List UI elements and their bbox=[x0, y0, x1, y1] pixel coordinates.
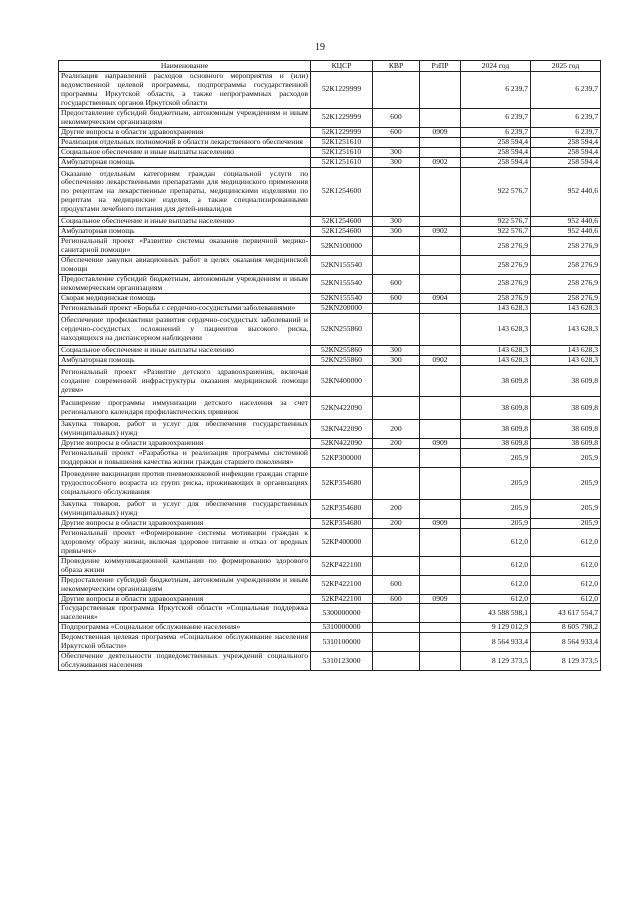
row-name-cell: Предоставление субсидий бюджетным, автономным учреждениям и иным некоммерческим организациям bbox=[59, 575, 311, 594]
row-rzpr-cell bbox=[420, 556, 461, 575]
row-2024-cell: 6 239,7 bbox=[461, 127, 531, 137]
table-row bbox=[59, 355, 601, 365]
row-2025-cell: 612,0 bbox=[531, 575, 601, 594]
table-row bbox=[59, 313, 601, 345]
row-2024-cell: 43 588 598,1 bbox=[461, 604, 531, 623]
row-2025-cell: 38 609,8 bbox=[531, 420, 601, 439]
row-kcsr-cell: 52КN422090 bbox=[311, 420, 373, 439]
row-kcsr-cell: 52КР422100 bbox=[311, 556, 373, 575]
row-2025-cell: 143 628,3 bbox=[531, 303, 601, 313]
table-row bbox=[59, 293, 601, 303]
row-kcsr-cell: 52КN100000 bbox=[311, 237, 373, 256]
row-2025-cell: 952 440,6 bbox=[531, 167, 601, 217]
header-year-2025: 2025 год bbox=[531, 61, 601, 72]
row-kvr-cell bbox=[373, 468, 420, 500]
row-kcsr-cell: 5310100000 bbox=[311, 633, 373, 652]
table-row bbox=[59, 623, 601, 633]
row-kvr-cell bbox=[373, 313, 420, 345]
row-kcsr-cell: 52КN155540 bbox=[311, 256, 373, 275]
table-row bbox=[59, 345, 601, 355]
row-name-cell: Социальное обеспечение и иные выплаты населению bbox=[59, 217, 311, 227]
table-row bbox=[59, 449, 601, 468]
row-2024-cell: 922 576,7 bbox=[461, 167, 531, 217]
row-2024-cell: 205,9 bbox=[461, 449, 531, 468]
row-rzpr-cell: 0902 bbox=[420, 355, 461, 365]
table-row bbox=[59, 499, 601, 518]
table-row bbox=[59, 594, 601, 604]
row-2025-cell: 612,0 bbox=[531, 556, 601, 575]
row-kcsr-cell: 5300000000 bbox=[311, 604, 373, 623]
row-2024-cell: 143 628,3 bbox=[461, 355, 531, 365]
row-rzpr-cell bbox=[420, 275, 461, 294]
row-kcsr-cell: 52КN255860 bbox=[311, 313, 373, 345]
row-kcsr-cell: 52КN400000 bbox=[311, 365, 373, 397]
row-rzpr-cell: 0909 bbox=[420, 594, 461, 604]
row-2025-cell: 205,9 bbox=[531, 518, 601, 528]
row-kvr-cell bbox=[373, 72, 420, 109]
row-2024-cell: 38 609,8 bbox=[461, 420, 531, 439]
row-kcsr-cell: 52КР422100 bbox=[311, 594, 373, 604]
row-rzpr-cell bbox=[420, 313, 461, 345]
row-kcsr-cell: 52КР354680 bbox=[311, 468, 373, 500]
row-kvr-cell: 200 bbox=[373, 439, 420, 449]
row-2025-cell: 38 609,8 bbox=[531, 365, 601, 397]
row-kvr-cell: 600 bbox=[373, 594, 420, 604]
row-2024-cell: 6 239,7 bbox=[461, 72, 531, 109]
row-kcsr-cell: 5310123000 bbox=[311, 652, 373, 671]
row-kcsr-cell: 52КN200000 bbox=[311, 303, 373, 313]
row-2024-cell: 922 576,7 bbox=[461, 227, 531, 237]
row-2024-cell: 8 129 373,5 bbox=[461, 652, 531, 671]
row-name-cell: Обеспечение закупки авиационных работ в целях оказания медицинской помощи bbox=[59, 256, 311, 275]
row-rzpr-cell: 0904 bbox=[420, 293, 461, 303]
row-name-cell: Реализация направлений расходов основного мероприятия и (или) ведомственной целевой программы, подпрограммы государственной программы Иркутской области, а также непрограммных расходов государственных органов Иркутской области bbox=[59, 72, 311, 109]
row-rzpr-cell bbox=[420, 365, 461, 397]
row-kvr-cell bbox=[373, 256, 420, 275]
row-rzpr-cell bbox=[420, 397, 461, 420]
row-2025-cell: 612,0 bbox=[531, 594, 601, 604]
row-kcsr-cell: 52К1229999 bbox=[311, 127, 373, 137]
row-kcsr-cell: 52КN255860 bbox=[311, 355, 373, 365]
row-kvr-cell bbox=[373, 604, 420, 623]
row-rzpr-cell bbox=[420, 217, 461, 227]
row-kvr-cell bbox=[373, 528, 420, 556]
row-kvr-cell: 300 bbox=[373, 355, 420, 365]
row-rzpr-cell bbox=[420, 499, 461, 518]
row-name-cell: Региональный проект «Борьба с сердечно-сосудистыми заболеваниями» bbox=[59, 303, 311, 313]
row-kvr-cell: 600 bbox=[373, 293, 420, 303]
row-rzpr-cell bbox=[420, 575, 461, 594]
row-kcsr-cell: 52К1251610 bbox=[311, 137, 373, 147]
row-name-cell: Другие вопросы в области здравоохранения bbox=[59, 594, 311, 604]
table-row bbox=[59, 420, 601, 439]
row-name-cell: Региональный проект «Разработка и реализация программы системной поддержки и повышения качества жизни граждан старшего поколения» bbox=[59, 449, 311, 468]
row-kvr-cell: 300 bbox=[373, 157, 420, 167]
row-kvr-cell: 600 bbox=[373, 275, 420, 294]
row-2025-cell: 8 605 798,2 bbox=[531, 623, 601, 633]
row-kvr-cell: 200 bbox=[373, 499, 420, 518]
row-name-cell: Другие вопросы в области здравоохранения bbox=[59, 127, 311, 137]
row-rzpr-cell bbox=[420, 420, 461, 439]
budget-table bbox=[58, 60, 601, 671]
row-rzpr-cell bbox=[420, 652, 461, 671]
row-name-cell: Амбулаторная помощь bbox=[59, 355, 311, 365]
row-2024-cell: 38 609,8 bbox=[461, 365, 531, 397]
table-row bbox=[59, 604, 601, 623]
table-body bbox=[59, 72, 601, 671]
header-kvr: КВР bbox=[373, 61, 420, 72]
row-2024-cell: 205,9 bbox=[461, 518, 531, 528]
table-row bbox=[59, 575, 601, 594]
row-rzpr-cell bbox=[420, 237, 461, 256]
row-2024-cell: 612,0 bbox=[461, 575, 531, 594]
row-kvr-cell bbox=[373, 556, 420, 575]
row-2025-cell: 38 609,8 bbox=[531, 397, 601, 420]
row-kcsr-cell: 52КN422090 bbox=[311, 397, 373, 420]
row-kcsr-cell: 52К1251610 bbox=[311, 157, 373, 167]
row-2025-cell: 43 617 554,7 bbox=[531, 604, 601, 623]
row-name-cell: Оказание отдельным категориям граждан социальной услуги по обеспечению лекарственными препаратами для медицинского применения по рецептам на лекарственные препараты, медицинскими изделиями по рецептам на медицинские изделия, а также специализированными продуктами лечебного питания для детей-инвалидов bbox=[59, 167, 311, 217]
table-row bbox=[59, 556, 601, 575]
row-kcsr-cell: 52КР354680 bbox=[311, 518, 373, 528]
table-row bbox=[59, 256, 601, 275]
row-kcsr-cell: 52КN422090 bbox=[311, 439, 373, 449]
row-kvr-cell bbox=[373, 449, 420, 468]
row-rzpr-cell bbox=[420, 167, 461, 217]
table-row bbox=[59, 108, 601, 127]
table-row bbox=[59, 439, 601, 449]
row-kcsr-cell: 52КN155540 bbox=[311, 293, 373, 303]
row-name-cell: Закупка товаров, работ и услуг для обеспечения государственных (муниципальных) нужд bbox=[59, 420, 311, 439]
row-kcsr-cell: 52КN155540 bbox=[311, 275, 373, 294]
table-row bbox=[59, 397, 601, 420]
row-kcsr-cell: 52КN255860 bbox=[311, 345, 373, 355]
table-row bbox=[59, 72, 601, 109]
row-name-cell: Обеспечение профилактики развития сердечно-сосудистых заболеваний и сердечно-сосудистых осложнений у пациентов высокого риска, находящихся на диспансерном наблюдении bbox=[59, 313, 311, 345]
row-2024-cell: 922 576,7 bbox=[461, 217, 531, 227]
row-kcsr-cell: 52К1254600 bbox=[311, 227, 373, 237]
row-rzpr-cell bbox=[420, 303, 461, 313]
row-kvr-cell: 300 bbox=[373, 345, 420, 355]
row-rzpr-cell: 0909 bbox=[420, 127, 461, 137]
row-kvr-cell bbox=[373, 365, 420, 397]
page-number: 19 bbox=[315, 42, 325, 53]
row-kvr-cell bbox=[373, 623, 420, 633]
row-2024-cell: 9 129 012,9 bbox=[461, 623, 531, 633]
row-kvr-cell: 600 bbox=[373, 108, 420, 127]
table-row bbox=[59, 528, 601, 556]
row-2024-cell: 205,9 bbox=[461, 468, 531, 500]
row-rzpr-cell bbox=[420, 345, 461, 355]
row-kvr-cell bbox=[373, 303, 420, 313]
row-2025-cell: 205,9 bbox=[531, 449, 601, 468]
row-rzpr-cell bbox=[420, 623, 461, 633]
row-rzpr-cell bbox=[420, 468, 461, 500]
header-year-2024: 2024 год bbox=[461, 61, 531, 72]
row-name-cell: Реализация отдельных полномочий в области лекарственного обеспечения bbox=[59, 137, 311, 147]
row-rzpr-cell bbox=[420, 604, 461, 623]
table-row bbox=[59, 157, 601, 167]
row-rzpr-cell bbox=[420, 633, 461, 652]
table-row bbox=[59, 167, 601, 217]
row-2025-cell: 6 239,7 bbox=[531, 127, 601, 137]
row-name-cell: Подпрограмма «Социальное обслуживание населения» bbox=[59, 623, 311, 633]
row-rzpr-cell: 0909 bbox=[420, 439, 461, 449]
header-kcsr: КЦСР bbox=[311, 61, 373, 72]
table-row bbox=[59, 518, 601, 528]
table-row bbox=[59, 468, 601, 500]
row-2024-cell: 258 594,4 bbox=[461, 137, 531, 147]
row-kvr-cell: 200 bbox=[373, 518, 420, 528]
row-2025-cell: 952 440,6 bbox=[531, 217, 601, 227]
row-name-cell: Скорая медицинская помощь bbox=[59, 293, 311, 303]
row-2024-cell: 612,0 bbox=[461, 594, 531, 604]
row-name-cell: Амбулаторная помощь bbox=[59, 157, 311, 167]
row-kcsr-cell: 52К1254600 bbox=[311, 167, 373, 217]
row-2024-cell: 205,9 bbox=[461, 499, 531, 518]
row-2024-cell: 258 276,9 bbox=[461, 237, 531, 256]
row-name-cell: Проведение вакцинации против пневмококковой инфекции граждан старше трудоспособного возраста из групп риска, проживающих в организациях социального обслуживания bbox=[59, 468, 311, 500]
row-kvr-cell: 300 bbox=[373, 227, 420, 237]
row-name-cell: Амбулаторная помощь bbox=[59, 227, 311, 237]
row-name-cell: Проведение коммуникационной кампании по формированию здорового образа жизни bbox=[59, 556, 311, 575]
row-2024-cell: 143 628,3 bbox=[461, 313, 531, 345]
row-rzpr-cell bbox=[420, 147, 461, 157]
row-kvr-cell: 600 bbox=[373, 127, 420, 137]
row-2024-cell: 258 594,4 bbox=[461, 157, 531, 167]
table-row bbox=[59, 365, 601, 397]
row-2025-cell: 205,9 bbox=[531, 499, 601, 518]
table-row bbox=[59, 147, 601, 157]
row-2025-cell: 143 628,3 bbox=[531, 355, 601, 365]
row-2025-cell: 8 564 933,4 bbox=[531, 633, 601, 652]
table-header-row bbox=[59, 61, 601, 72]
row-rzpr-cell bbox=[420, 108, 461, 127]
table-row bbox=[59, 227, 601, 237]
row-kvr-cell: 600 bbox=[373, 575, 420, 594]
table-row bbox=[59, 303, 601, 313]
row-name-cell: Социальное обеспечение и иные выплаты населению bbox=[59, 345, 311, 355]
table-row bbox=[59, 652, 601, 671]
row-name-cell: Обеспечение деятельности подведомственных учреждений социального обслуживания населения bbox=[59, 652, 311, 671]
row-2025-cell: 258 594,4 bbox=[531, 147, 601, 157]
table-row bbox=[59, 217, 601, 227]
row-name-cell: Региональный проект «Формирование системы мотивации граждан к здоровому образу жизни, включая здоровое питание и отказ от вредных привычек» bbox=[59, 528, 311, 556]
row-kcsr-cell: 52К1229999 bbox=[311, 108, 373, 127]
row-rzpr-cell: 0909 bbox=[420, 518, 461, 528]
row-2024-cell: 8 564 933,4 bbox=[461, 633, 531, 652]
row-kvr-cell bbox=[373, 633, 420, 652]
row-name-cell: Ведомственная целевая программа «Социальное обслуживание населения Иркутской области» bbox=[59, 633, 311, 652]
row-kvr-cell: 300 bbox=[373, 217, 420, 227]
row-2024-cell: 143 628,3 bbox=[461, 303, 531, 313]
row-2025-cell: 6 239,7 bbox=[531, 108, 601, 127]
row-name-cell: Другие вопросы в области здравоохранения bbox=[59, 518, 311, 528]
row-kvr-cell bbox=[373, 137, 420, 147]
row-2025-cell: 952 440,6 bbox=[531, 227, 601, 237]
row-kvr-cell bbox=[373, 397, 420, 420]
row-name-cell: Социальное обеспечение и иные выплаты населению bbox=[59, 147, 311, 157]
row-kcsr-cell: 52КР400000 bbox=[311, 528, 373, 556]
row-kvr-cell: 200 bbox=[373, 420, 420, 439]
table-row bbox=[59, 127, 601, 137]
row-2025-cell: 143 628,3 bbox=[531, 313, 601, 345]
table-row bbox=[59, 137, 601, 147]
row-name-cell: Региональный проект «Развитие системы оказания первичной медико-санитарной помощи» bbox=[59, 237, 311, 256]
row-2024-cell: 258 276,9 bbox=[461, 256, 531, 275]
row-2025-cell: 258 276,9 bbox=[531, 237, 601, 256]
row-kcsr-cell: 52КР300000 bbox=[311, 449, 373, 468]
row-name-cell: Другие вопросы в области здравоохранения bbox=[59, 439, 311, 449]
row-rzpr-cell bbox=[420, 137, 461, 147]
row-2025-cell: 258 594,4 bbox=[531, 157, 601, 167]
row-2025-cell: 258 276,9 bbox=[531, 256, 601, 275]
row-rzpr-cell bbox=[420, 449, 461, 468]
row-2024-cell: 6 239,7 bbox=[461, 108, 531, 127]
row-kcsr-cell: 52К1229999 bbox=[311, 72, 373, 109]
row-kcsr-cell: 52К1254600 bbox=[311, 217, 373, 227]
row-2025-cell: 6 239,7 bbox=[531, 72, 601, 109]
header-rzpr: РзПР bbox=[420, 61, 461, 72]
row-name-cell: Предоставление субсидий бюджетным, автономным учреждениям и иным некоммерческим организациям bbox=[59, 275, 311, 294]
row-2025-cell: 8 129 373,5 bbox=[531, 652, 601, 671]
row-kvr-cell bbox=[373, 237, 420, 256]
row-name-cell: Государственная программа Иркутской области «Социальная поддержка населения» bbox=[59, 604, 311, 623]
row-2025-cell: 143 628,3 bbox=[531, 345, 601, 355]
row-name-cell: Закупка товаров, работ и услуг для обеспечения государственных (муниципальных) нужд bbox=[59, 499, 311, 518]
row-kcsr-cell: 52КР422100 bbox=[311, 575, 373, 594]
row-kvr-cell bbox=[373, 167, 420, 217]
row-2025-cell: 258 594,4 bbox=[531, 137, 601, 147]
table-row bbox=[59, 237, 601, 256]
row-kcsr-cell: 52КР354680 bbox=[311, 499, 373, 518]
row-2025-cell: 258 276,9 bbox=[531, 275, 601, 294]
row-rzpr-cell bbox=[420, 72, 461, 109]
table-row bbox=[59, 275, 601, 294]
row-2024-cell: 612,0 bbox=[461, 556, 531, 575]
row-2024-cell: 258 276,9 bbox=[461, 275, 531, 294]
row-rzpr-cell: 0902 bbox=[420, 157, 461, 167]
row-2025-cell: 205,9 bbox=[531, 468, 601, 500]
row-2024-cell: 258 276,9 bbox=[461, 293, 531, 303]
row-2024-cell: 612,0 bbox=[461, 528, 531, 556]
header-name: Наименование bbox=[59, 61, 311, 72]
row-2024-cell: 143 628,3 bbox=[461, 345, 531, 355]
row-name-cell: Расширение программы иммунизации детского населения за счет регионального календаря профилактических прививок bbox=[59, 397, 311, 420]
row-rzpr-cell bbox=[420, 256, 461, 275]
row-2025-cell: 612,0 bbox=[531, 528, 601, 556]
row-rzpr-cell bbox=[420, 528, 461, 556]
row-2024-cell: 258 594,4 bbox=[461, 147, 531, 157]
row-kcsr-cell: 52К1251610 bbox=[311, 147, 373, 157]
row-kvr-cell bbox=[373, 652, 420, 671]
row-2025-cell: 38 609,8 bbox=[531, 439, 601, 449]
row-name-cell: Предоставление субсидий бюджетным, автономным учреждениям и иным некоммерческим организациям bbox=[59, 108, 311, 127]
row-kvr-cell: 300 bbox=[373, 147, 420, 157]
row-rzpr-cell: 0902 bbox=[420, 227, 461, 237]
row-2024-cell: 38 609,8 bbox=[461, 397, 531, 420]
row-name-cell: Региональный проект «Развитие детского здравоохранения, включая создание современной инфраструктуры оказания медицинской помощи детям» bbox=[59, 365, 311, 397]
row-2024-cell: 38 609,8 bbox=[461, 439, 531, 449]
row-2025-cell: 258 276,9 bbox=[531, 293, 601, 303]
table-row bbox=[59, 633, 601, 652]
row-kcsr-cell: 5310000000 bbox=[311, 623, 373, 633]
